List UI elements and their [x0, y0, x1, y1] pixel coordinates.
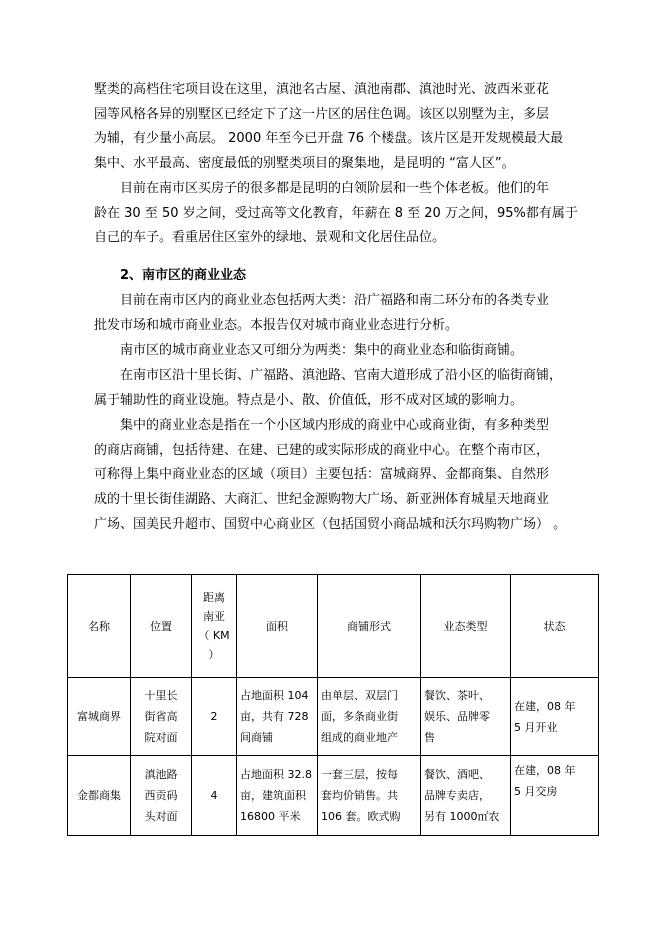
table-header-row [68, 575, 599, 678]
cell-line: 亩，共有 728 [240, 710, 309, 723]
section-heading [120, 264, 598, 289]
text-line: 集中、水平最高、密度最低的别墅类项目的聚集地，是昆明的 “富人区”。 [94, 156, 515, 172]
header-distance-line: 距离 [203, 591, 225, 604]
paragraph-two-categories [94, 339, 572, 364]
cell-status [511, 678, 599, 756]
cell-line: 在建，08 年 [514, 764, 576, 777]
cell-line: 餐饮、酒吧、 [424, 768, 490, 781]
cell-line: 16800 平米 [240, 810, 301, 823]
header-business-type: 业态类型 [421, 575, 511, 678]
cell-line: 5 月开业 [514, 720, 558, 734]
heading-text: 2、南市区的商业业态 [120, 268, 247, 283]
cell-business-type [421, 756, 511, 836]
cell-line: 娱乐、品牌零 [424, 710, 490, 723]
text-line: 为辅，有少量小高层。 2000 年至今已开盘 76 个楼盘。该片区是开发规模最大最 [94, 131, 564, 147]
cell-status [511, 756, 599, 836]
cell-line: 亩，建筑面积 [240, 789, 306, 802]
cell-business-type [421, 678, 511, 756]
cell-line: 餐饮、茶叶、 [424, 689, 490, 702]
text-line: 自己的车子。看重居住区室外的绿地、景观和文化居住品位。 [94, 230, 446, 246]
cell-line: 品牌专卖店， [424, 789, 490, 802]
cell-line: 面，多条商业街 [321, 710, 398, 723]
cell-line: 滇池路 [144, 768, 178, 781]
cell-shop-form [318, 756, 421, 836]
cell-line: 街省高 [144, 710, 178, 723]
header-location: 位置 [131, 575, 192, 678]
cell-line: 头对面 [144, 810, 178, 823]
cell-line: 间商铺 [240, 731, 273, 744]
cell-line: 十里长 [144, 689, 178, 702]
cell-line: 在建，08 年 [514, 699, 576, 713]
paragraph-concentrated-business [94, 414, 572, 538]
header-distance-line: （ KM [198, 629, 230, 642]
paragraph-street-shops [94, 364, 572, 413]
cell-line: 另有 1000㎡农 [424, 810, 500, 823]
text-line: 广场、国美民升超市、国贸中心商业区（包括国贸小商品城和沃尔玛购物广场） 。 [94, 516, 567, 532]
header-distance-line: 南亚 [203, 610, 225, 623]
table-row [68, 678, 599, 756]
cell-area [237, 678, 318, 756]
header-status: 状态 [511, 575, 599, 678]
cell-line: 占地面积 104 [240, 689, 309, 702]
cell-line: 西贡码 [144, 789, 178, 802]
header-area: 面积 [237, 575, 318, 678]
cell-line: 一套三层，按每 [321, 768, 398, 781]
business-projects-table [67, 574, 599, 836]
paragraph-villa-area [94, 78, 572, 177]
cell-location [131, 756, 192, 836]
cell-shop-form [318, 678, 421, 756]
text-line: 成的十里长街佳湖路、大商汇、世纪金源购物大广场、新亚洲体育城星天地商业 [94, 492, 550, 508]
cell-name: 富城商界 [68, 678, 131, 756]
header-distance [192, 575, 237, 678]
text-line: 批发市场和城市商业业态。本报告仅对城市商业业态进行分析。 [94, 317, 459, 333]
text-line: 墅类的高档住宅项目设在这里，滇池名古屋、滇池南郡、滇池时光、波西米亚花 [94, 82, 550, 97]
text-line: 南市区的城市商业业态又可细分为两类：集中的商业业态和临街商铺。 [120, 343, 524, 358]
cell-area [237, 756, 318, 836]
table-row [68, 756, 599, 836]
cell-line: 5 月交房 [514, 785, 558, 798]
text-line: 的商店商铺，包括待建、在建、已建的或实际形成的商业中心。在整个南市区， [94, 442, 550, 458]
text-line: 集中的商业业态是指在一个小区域内形成的商业中心或商业街，有多种类型 [120, 418, 550, 433]
text-line: 目前在南市区买房子的很多都是昆明的白领阶层和一些个体老板。他们的年 [120, 181, 550, 196]
cell-location [131, 678, 192, 756]
cell-line: 售 [424, 731, 435, 744]
cell-line: 院对面 [144, 731, 178, 744]
cell-line: 由单层、双层门 [321, 689, 398, 702]
paragraph-buyers [94, 177, 578, 251]
paragraph-business-types [94, 289, 572, 338]
text-line: 龄在 30 至 50 岁之间，受过高等文化教育，年薪在 8 至 20 万之间，95%都有属于 [94, 205, 578, 221]
cell-line: 占地面积 32.8 [240, 768, 312, 781]
text-line: 在南市区沿十里长街、广福路、滇池路、官南大道形成了沿小区的临街商铺， [120, 368, 563, 383]
text-line: 属于辅助性的商业设施。特点是小、散、价值低，形不成对区域的影响力。 [94, 392, 524, 408]
cell-line: 套均价销售。共 [321, 789, 398, 802]
text-line: 园等风格各异的别墅区已经定下了这一片区的居住色调。该区以别墅为主，多层 [94, 106, 550, 122]
text-line: 目前在南市区内的商业业态包括两大类：沿广福路和南二环分布的各类专业 [120, 293, 550, 308]
cell-line: 组成的商业地产 [321, 731, 398, 744]
header-shop-form: 商铺形式 [318, 575, 421, 678]
cell-line: 106 套。欧式购 [321, 810, 401, 823]
header-distance-line: ） [208, 648, 220, 661]
text-line: 可称得上集中商业业态的区域（项目）主要包括：富城商界、金都商集、自然形 [94, 467, 550, 483]
cell-distance: 2 [192, 678, 237, 756]
cell-distance: 4 [192, 756, 237, 836]
header-name: 名称 [68, 575, 131, 678]
cell-name: 金都商集 [68, 756, 131, 836]
